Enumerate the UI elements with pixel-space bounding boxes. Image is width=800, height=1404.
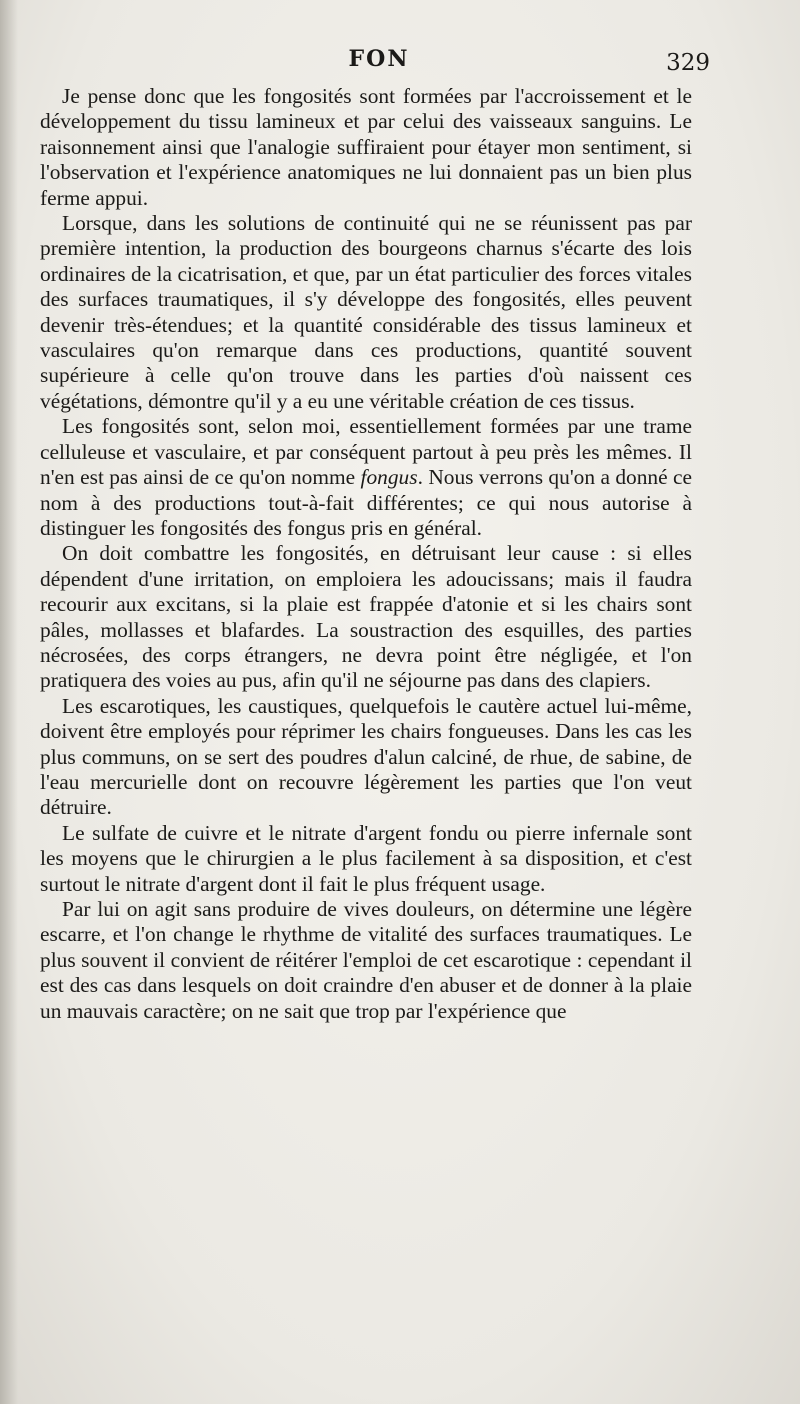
page-gutter-shadow — [0, 0, 18, 1404]
text-run: . Nous verrons qu'on a donné ce nom à des productions tout-à-fait différentes; ce qui nous autorise à distinguer les fongosités des fongus pris en général. — [40, 465, 693, 540]
page-number: 329 — [666, 50, 710, 76]
paragraph — [40, 821, 692, 897]
running-head: FON — [348, 46, 410, 72]
paragraph — [40, 414, 692, 541]
paragraph — [40, 897, 692, 1024]
text-run: Les escarotiques, les caustiques, quelquefois le cautère actuel lui-même, doivent être employés pour réprimer les chairs fongueuses. Dans les cas les plus communs, on se sert des poudres d'alun calciné, de rhue, de sabine, de l'eau mercurielle dont on recouvre légèrement les parties que l'on veut détruire. — [40, 693, 692, 820]
paragraph — [40, 84, 692, 211]
text-run: Le sulfate de cuivre et le nitrate d'argent fondu ou pierre infernale sont les moyens que le chirurgien a le plus facilement à sa disposition, et c'est surtout le nitrate d'argent dont il fait le plus fréquent usage. — [40, 820, 692, 896]
text-run: Par lui on agit sans produire de vives douleurs, on détermine une légère escarre, et l'on change le rhythme de vitalité des surfaces traumatiques. Le plus souvent il convient de réitérer l'emploi de cet escarotique : cependant il est des cas dans lesquels on doit craindre d'en abuser et de donner à la plaie un mauvais caractère; on ne sait que trop par l'expérience que — [40, 897, 692, 1023]
paragraph — [40, 211, 692, 414]
text-run: On doit combattre les fongosités, en détruisant leur cause : si elles dépendent d'une irritation, on emploiera les adoucissans; mais il faudra recourir aux excitans, si la plaie est frappée d'atonie et si les chairs sont pâles, mollasses et blafardes. La soustraction des esquilles, des parties nécrosées, des corps étrangers, ne devra point être négligée, et l'on pratiquera des voies au pus, afin qu'il ne séjourne pas dans des clapiers. — [40, 541, 692, 693]
italic-term: fongus — [360, 465, 418, 490]
body-text — [40, 84, 692, 1024]
text-run: Les fongosités sont, selon moi, essentiellement formées par une trame celluleuse et vasculaire, et par conséquent partout à peu près les mêmes. Il n'en est pas ainsi de ce qu'on nomme — [40, 414, 692, 490]
text-run: Lorsque, dans les solutions de continuité qui ne se réunissent pas par première intention, la production des bourgeons charnus s'écarte des lois ordinaires de la cicatrisation, et que, par un état particulier des forces vitales des surfaces traumatiques, il s'y développe des fongosités, elles peuvent devenir très-étendues; et la quantité considérable des tissus lamineux et vasculaires qu'on remarque dans ces productions, quantité souvent supérieure à celle qu'on trouve dans les parties d'où naissent ces végétations, démontre qu'il y a eu une véritable création de ces tissus. — [40, 211, 692, 413]
paragraph — [40, 694, 692, 821]
text-run: Je pense donc que les fongosités sont formées par l'accroissement et le développement du tissu lamineux et par celui des vaisseaux sanguins. Le raisonnement ainsi que l'analogie suffiraient pour étayer mon sentiment, si l'observation et l'expérience anatomiques ne lui donnaient pas un bien plus ferme appui. — [40, 84, 692, 210]
paragraph — [40, 541, 692, 693]
page-header — [58, 46, 710, 86]
